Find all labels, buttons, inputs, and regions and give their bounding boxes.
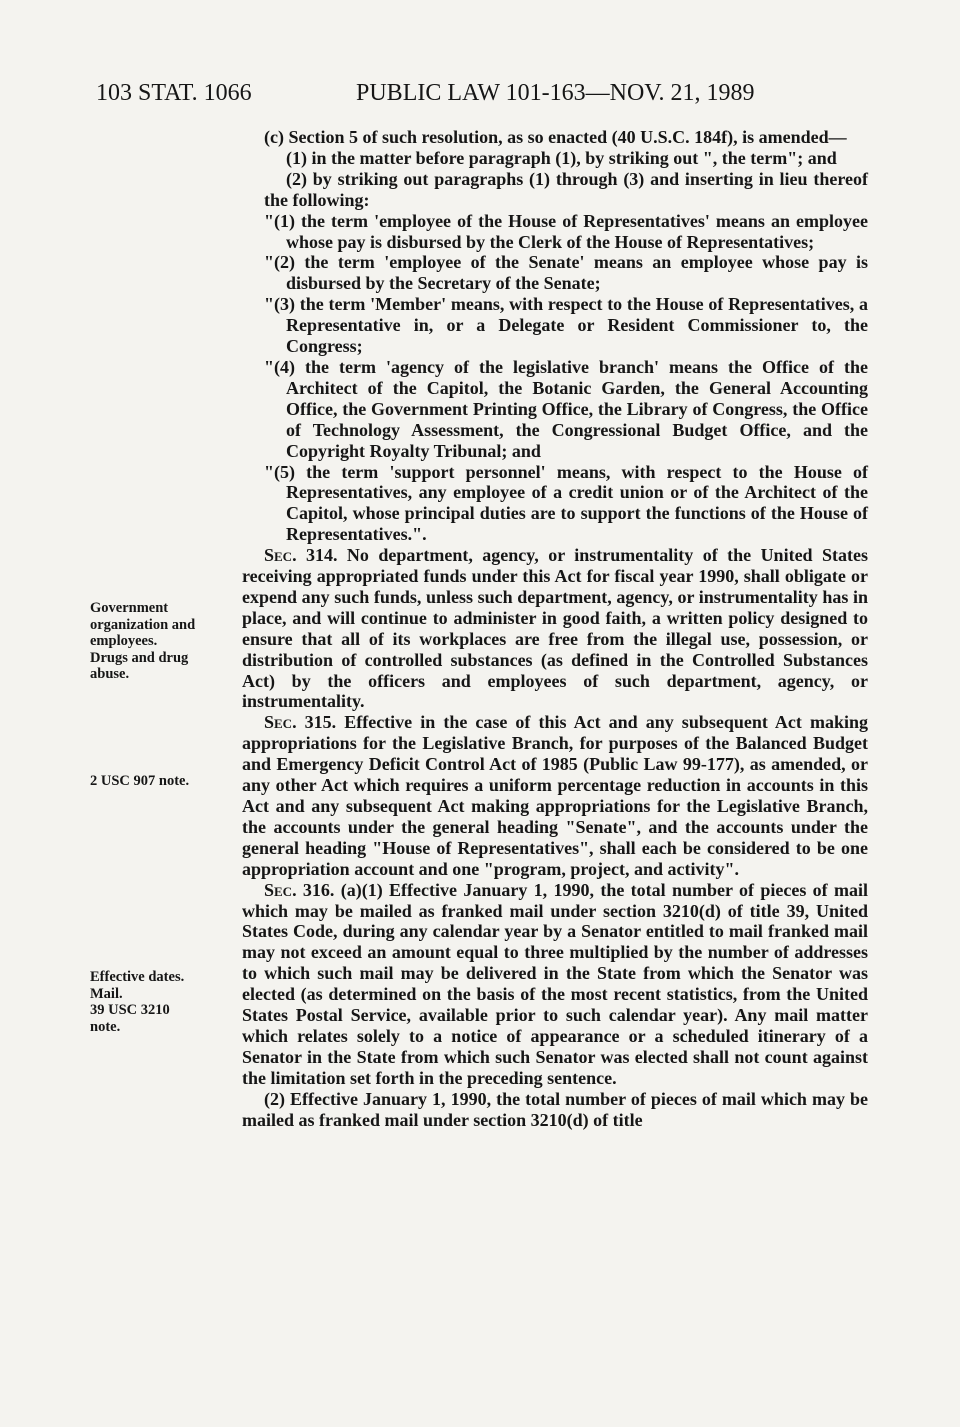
margin-note-line: Mail. <box>90 985 123 1002</box>
definition-2: "(2) the term 'employee of the Senate' means an employee whose pay is disbursed by the Secretary of the Senate; <box>264 252 868 294</box>
paragraph-c-2: (2) by striking out paragraphs (1) through (3) and inserting in lieu thereof the following: <box>264 168 868 210</box>
statute-body <box>242 127 868 1131</box>
public-law-title: PUBLIC LAW 101-163—NOV. 21, 1989 <box>356 80 755 106</box>
margin-note-effective-dates <box>90 969 230 1035</box>
stat-citation: 103 STAT. 1066 <box>96 80 252 106</box>
margin-note-line: Effective dates. <box>90 969 185 985</box>
section-316 <box>242 880 868 1089</box>
margin-note-line: 39 USC 3210 <box>90 1002 170 1018</box>
margin-note-line: Government <box>90 600 169 616</box>
section-316-a-2: (2) Effective January 1, 1990, the total number of pieces of mail which may be mailed as franked mail under section 3210(d) of title <box>242 1088 868 1130</box>
margin-note-line: 2 USC 907 note. <box>90 773 190 789</box>
section-label: Sec. 314. <box>264 545 338 566</box>
section-text: (a)(1) Effective January 1, 1990, the total number of pieces of mail which may be mailed as franked mail under section 3210(d) of title 39, United States Code, during any calendar year by a Senator entitled to mail franked mail may not exceed an amount equal to three multiplied by the number of addresses to which such mail may be delivered in the State from which the Senator was elected (as determined on the basis of the most recent statistics, from the United States Postal Service, available prior to such calendar year). Any mail matter which relates solely to a notice of appearance or a scheduled itinerary of a Senator in the State from which such Senator was elected shall not count against the limitation set forth in the preceding sentence. <box>242 879 868 1088</box>
margin-note-line: abuse. <box>90 666 130 682</box>
margin-note-usc-907 <box>90 773 230 790</box>
section-label: Sec. 316. <box>264 879 335 900</box>
margin-note-government <box>90 600 230 683</box>
definition-5: "(5) the term 'support personnel' means, with respect to the House of Representatives, any employee of a credit union or of the Architect of the Capitol, whose principal duties are to support the functions of the House of Representatives.". <box>264 461 868 545</box>
section-314 <box>242 545 868 712</box>
section-text: Effective in the case of this Act and any subsequent Act making appropriations for the Legislative Branch, for purposes of the Balanced Budget and Emergency Deficit Control Act of 1985 (Public Law 99-177), as amended, or any other Act which requires a uniform percentage reduction in accounts in this Act and any subsequent Act making appropriations for the Legislative Branch, the accounts under the general heading "Senate", and the accounts under the general heading "House of Representatives", shall each be considered to be one appropriation account and one "program, project, and activity". <box>242 712 868 879</box>
definition-4: "(4) the term 'agency of the legislative branch' means the Office of the Architect of the Capitol, the Botanic Garden, the General Accounting Office, the Government Printing Office, the Library of Congress, the Office of Technology Assessment, the Congressional Budget Office, and the Copyright Royalty Tribunal; and <box>264 356 868 461</box>
page-header <box>96 80 866 110</box>
paragraph-c-1: (1) in the matter before paragraph (1), by striking out ", the term"; and <box>286 147 837 168</box>
margin-note-line: note. <box>90 1018 121 1035</box>
margin-note-line: Drugs and drug <box>90 649 189 666</box>
margin-note-line: employees. <box>90 633 158 649</box>
paragraph-c: (c) Section 5 of such resolution, as so enacted (40 U.S.C. 184f), is amended— <box>264 127 847 147</box>
section-text: No department, agency, or instrumentality of the United States receiving appropriated funds under this Act for fiscal year 1990, shall obligate or expend any such funds, unless such department, agency, or instrumentality has in place, and will continue to administer in good faith, a written policy designed to ensure that all of its workplaces are free from the illegal use, possession, or distribution of controlled substances (as defined in the Controlled Substances Act) by the officers and employees of such department, agency, or instrumentality. <box>242 545 868 712</box>
section-label: Sec. 315. <box>264 712 337 733</box>
definition-3: "(3) the term 'Member' means, with respect to the House of Representatives, a Representative in, or a Delegate or Resident Commissioner to, the Congress; <box>264 294 868 357</box>
margin-note-line: organization and <box>90 616 196 633</box>
definition-1: "(1) the term 'employee of the House of Representatives' means an employee whose pay is disbursed by the Clerk of the House of Representatives; <box>264 210 868 252</box>
section-315 <box>242 712 868 879</box>
